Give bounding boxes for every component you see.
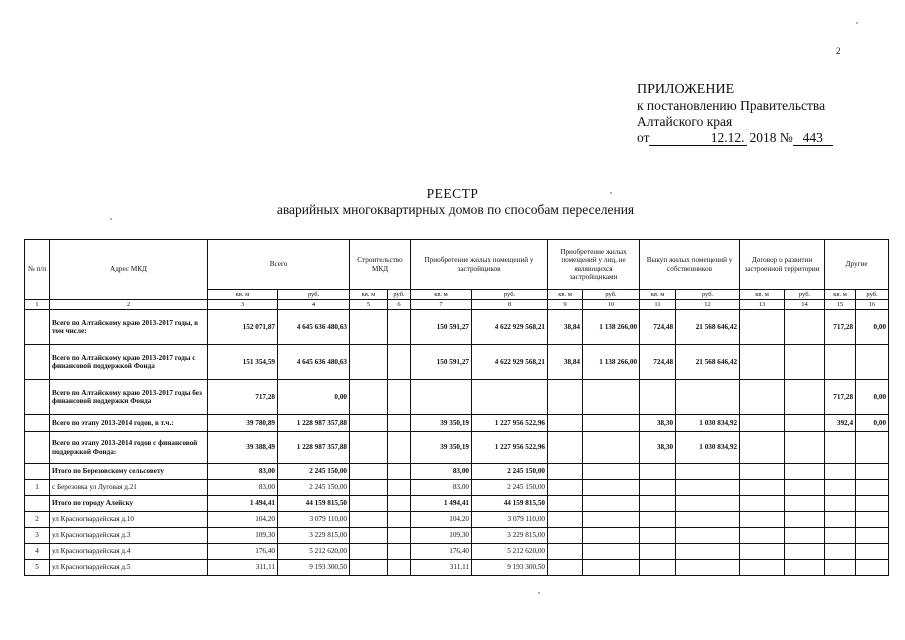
row-number-cell [25, 464, 50, 480]
value-cell [350, 544, 388, 560]
value-cell: 38,84 [548, 345, 583, 380]
value-cell [640, 380, 676, 415]
address-cell: Всего по этапу 2013-2014 годов с финансовой поддержкой Фонда: [50, 432, 208, 464]
value-cell: 21 568 646,42 [676, 310, 740, 345]
value-cell [740, 528, 785, 544]
value-cell [740, 310, 785, 345]
row-number-cell: 5 [25, 560, 50, 576]
value-cell: 311,11 [411, 560, 472, 576]
value-cell [583, 480, 640, 496]
value-cell [856, 512, 889, 528]
value-cell: 44 159 815,50 [472, 496, 548, 512]
value-cell [740, 512, 785, 528]
value-cell [548, 380, 583, 415]
registry-table [24, 239, 889, 576]
value-cell [388, 432, 411, 464]
column-number-cell: 15 [825, 300, 856, 310]
row-number-cell [25, 496, 50, 512]
address-cell: Всего по Алтайскому краю 2013-2017 годы без финансовой поддержки Фонда [50, 380, 208, 415]
column-number-cell: 4 [278, 300, 350, 310]
value-cell [640, 512, 676, 528]
value-cell: 0,00 [856, 380, 889, 415]
address-cell: ул Красногвардейская д.3 [50, 528, 208, 544]
value-cell [676, 464, 740, 480]
value-cell: 83,00 [411, 464, 472, 480]
appendix-date: 12.12. [649, 131, 747, 146]
appendix-line-1: к постановлению Правительства [637, 98, 826, 113]
value-cell [825, 496, 856, 512]
row-number-cell: 3 [25, 528, 50, 544]
value-cell [583, 432, 640, 464]
value-cell: 2 245 150,00 [472, 480, 548, 496]
units-cell: кв. м [825, 290, 856, 300]
value-cell [388, 496, 411, 512]
value-cell: 38,84 [548, 310, 583, 345]
header-other: Другие [825, 240, 889, 290]
column-number-cell: 14 [785, 300, 825, 310]
value-cell: 2 245 150,00 [472, 464, 548, 480]
value-cell [825, 544, 856, 560]
value-cell [740, 560, 785, 576]
value-cell [388, 345, 411, 380]
units-cell: руб. [676, 290, 740, 300]
value-cell [350, 480, 388, 496]
value-cell: 150 591,27 [411, 310, 472, 345]
units-cell: руб. [856, 290, 889, 300]
value-cell [350, 432, 388, 464]
units-cell: руб. [583, 290, 640, 300]
header-development-contract: Договор о развитии застроенной территории [740, 240, 825, 290]
value-cell [785, 345, 825, 380]
value-cell: 724,48 [640, 310, 676, 345]
header-address: Адрес МКД [50, 240, 208, 300]
value-cell [583, 496, 640, 512]
address-cell: с Березовка ул Луговая д.21 [50, 480, 208, 496]
value-cell: 44 159 815,50 [278, 496, 350, 512]
table-row [25, 528, 889, 544]
row-number-cell [25, 415, 50, 432]
value-cell [740, 380, 785, 415]
value-cell [350, 310, 388, 345]
value-cell [640, 480, 676, 496]
value-cell [583, 464, 640, 480]
value-cell [676, 512, 740, 528]
value-cell: 1 227 956 522,96 [472, 415, 548, 432]
value-cell [676, 560, 740, 576]
scan-speck [610, 192, 612, 194]
value-cell [856, 480, 889, 496]
value-cell: 4 645 636 480,63 [278, 345, 350, 380]
units-cell: руб. [278, 290, 350, 300]
value-cell [740, 464, 785, 480]
table-row [25, 432, 889, 464]
value-cell: 104,20 [208, 512, 278, 528]
value-cell [640, 496, 676, 512]
table-row [25, 380, 889, 415]
value-cell: 717,28 [825, 380, 856, 415]
value-cell: 152 071,87 [208, 310, 278, 345]
value-cell: 3 229 815,00 [472, 528, 548, 544]
value-cell [740, 496, 785, 512]
row-number-cell [25, 345, 50, 380]
value-cell [785, 480, 825, 496]
scan-speck [538, 592, 540, 594]
appendix-date-line [637, 130, 833, 146]
value-cell: 3 079 110,00 [278, 512, 350, 528]
value-cell [411, 380, 472, 415]
value-cell: 1 227 956 522,96 [472, 432, 548, 464]
row-number-cell: 2 [25, 512, 50, 528]
value-cell: 4 622 929 568,21 [472, 310, 548, 345]
value-cell [388, 415, 411, 432]
value-cell [350, 512, 388, 528]
address-cell: Всего по Алтайскому краю 2013-2017 годы, в том числе: [50, 310, 208, 345]
header-row [25, 240, 889, 290]
address-cell: ул Красногвардейская д.4 [50, 544, 208, 560]
header-total: Всего [208, 240, 350, 290]
value-cell: 151 354,59 [208, 345, 278, 380]
column-number-cell: 7 [411, 300, 472, 310]
value-cell [856, 560, 889, 576]
units-cell: кв. м [548, 290, 583, 300]
value-cell: 0,00 [856, 415, 889, 432]
value-cell: 176,40 [411, 544, 472, 560]
value-cell: 1 030 834,92 [676, 432, 740, 464]
value-cell [825, 432, 856, 464]
value-cell: 38,30 [640, 432, 676, 464]
table-row [25, 496, 889, 512]
units-cell: руб. [785, 290, 825, 300]
value-cell [548, 528, 583, 544]
value-cell [640, 544, 676, 560]
value-cell [388, 560, 411, 576]
row-number-cell: 4 [25, 544, 50, 560]
header-purchase-developers: Приобретение жилых помещений у застройщиков [411, 240, 548, 290]
column-number-cell: 11 [640, 300, 676, 310]
value-cell: 1 494,41 [208, 496, 278, 512]
value-cell [388, 380, 411, 415]
table-row [25, 415, 889, 432]
value-cell: 83,00 [208, 480, 278, 496]
value-cell [825, 512, 856, 528]
value-cell [388, 480, 411, 496]
header-purchase-non-developers: Приобретение жилых помещений у лиц, не являющихся застройщиками [548, 240, 640, 290]
scan-speck [856, 22, 858, 24]
value-cell: 83,00 [208, 464, 278, 480]
value-cell [785, 432, 825, 464]
value-cell [388, 528, 411, 544]
value-cell: 2 245 150,00 [278, 480, 350, 496]
value-cell [785, 380, 825, 415]
value-cell: 39 350,19 [411, 415, 472, 432]
appendix-number: 443 [793, 131, 833, 146]
document-heading [0, 186, 905, 218]
value-cell [785, 528, 825, 544]
value-cell [350, 560, 388, 576]
value-cell: 109,30 [411, 528, 472, 544]
units-cell: кв. м [740, 290, 785, 300]
value-cell [548, 512, 583, 528]
value-cell: 0,00 [278, 380, 350, 415]
value-cell [856, 464, 889, 480]
value-cell: 4 645 636 480,63 [278, 310, 350, 345]
value-cell [350, 464, 388, 480]
table-row [25, 480, 889, 496]
value-cell: 150 591,27 [411, 345, 472, 380]
header-construction: Строительство МКД [350, 240, 411, 290]
value-cell: 38,30 [640, 415, 676, 432]
value-cell [825, 560, 856, 576]
units-cell: кв. м [640, 290, 676, 300]
value-cell [583, 380, 640, 415]
appendix-line-2: Алтайского края [637, 114, 733, 129]
value-cell [856, 432, 889, 464]
value-cell [785, 560, 825, 576]
value-cell: 1 030 834,92 [676, 415, 740, 432]
scan-speck [110, 218, 112, 220]
units-cell: руб. [472, 290, 548, 300]
value-cell: 717,28 [208, 380, 278, 415]
row-number-cell: 1 [25, 480, 50, 496]
value-cell [350, 415, 388, 432]
value-cell [856, 528, 889, 544]
value-cell: 1 138 266,00 [583, 310, 640, 345]
value-cell [388, 310, 411, 345]
value-cell [785, 512, 825, 528]
value-cell [856, 544, 889, 560]
document-subtitle: аварийных многоквартирных домов по способам переселения [276, 202, 635, 217]
value-cell [825, 480, 856, 496]
value-cell [350, 380, 388, 415]
address-cell: Всего по этапу 2013-2014 годов, в т.ч.: [50, 415, 208, 432]
address-cell: Итого по Березовскому сельсовету [50, 464, 208, 480]
value-cell [472, 380, 548, 415]
table-body [25, 310, 889, 576]
value-cell [640, 560, 676, 576]
value-cell [676, 480, 740, 496]
value-cell [583, 544, 640, 560]
table-row [25, 512, 889, 528]
value-cell [350, 528, 388, 544]
value-cell [740, 480, 785, 496]
appendix-from-label: от [637, 130, 650, 145]
value-cell: 5 212 620,00 [278, 544, 350, 560]
value-cell: 724,48 [640, 345, 676, 380]
value-cell [825, 464, 856, 480]
value-cell [740, 345, 785, 380]
column-number-cell: 8 [472, 300, 548, 310]
value-cell: 2 245 150,00 [278, 464, 350, 480]
value-cell [583, 512, 640, 528]
value-cell [856, 345, 889, 380]
value-cell [583, 415, 640, 432]
units-cell: руб. [388, 290, 411, 300]
value-cell: 176,40 [208, 544, 278, 560]
appendix-year: 2018 № [749, 130, 793, 145]
value-cell: 717,28 [825, 310, 856, 345]
value-cell [548, 415, 583, 432]
value-cell: 1 228 987 357,88 [278, 432, 350, 464]
table-row [25, 345, 889, 380]
value-cell [548, 464, 583, 480]
value-cell [785, 496, 825, 512]
table-row [25, 544, 889, 560]
column-number-cell: 1 [25, 300, 50, 310]
value-cell: 109,30 [208, 528, 278, 544]
value-cell: 4 622 929 568,21 [472, 345, 548, 380]
value-cell [583, 528, 640, 544]
row-number-cell [25, 432, 50, 464]
value-cell [825, 528, 856, 544]
address-cell: ул Красногвардейская д.10 [50, 512, 208, 528]
page-number: 2 [836, 46, 841, 56]
value-cell: 3 079 110,00 [472, 512, 548, 528]
value-cell: 39 350,19 [411, 432, 472, 464]
value-cell [740, 544, 785, 560]
value-cell: 392,4 [825, 415, 856, 432]
value-cell: 9 193 300,50 [472, 560, 548, 576]
value-cell [548, 560, 583, 576]
column-number-cell: 12 [676, 300, 740, 310]
value-cell [548, 544, 583, 560]
value-cell [785, 544, 825, 560]
appendix-title: ПРИЛОЖЕНИЕ [637, 82, 735, 97]
value-cell [583, 560, 640, 576]
value-cell: 9 193 300,50 [278, 560, 350, 576]
column-number-cell: 16 [856, 300, 889, 310]
value-cell: 39 388,49 [208, 432, 278, 464]
value-cell [388, 544, 411, 560]
row-number-cell [25, 310, 50, 345]
value-cell [640, 528, 676, 544]
value-cell: 3 229 815,00 [278, 528, 350, 544]
header-no: № п/п [25, 240, 50, 300]
value-cell: 1 228 987 357,88 [278, 415, 350, 432]
value-cell [676, 528, 740, 544]
value-cell: 1 494,41 [411, 496, 472, 512]
value-cell [388, 512, 411, 528]
value-cell [785, 464, 825, 480]
column-number-cell: 9 [548, 300, 583, 310]
value-cell [548, 480, 583, 496]
value-cell: 0,00 [856, 310, 889, 345]
column-number-cell: 5 [350, 300, 388, 310]
column-number-cell: 10 [583, 300, 640, 310]
table-row [25, 560, 889, 576]
value-cell [785, 415, 825, 432]
value-cell [350, 345, 388, 380]
value-cell [740, 432, 785, 464]
address-cell: Всего по Алтайскому краю 2013-2017 годы с финансовой поддержкой Фонда [50, 345, 208, 380]
address-cell: ул Красногвардейская д.5 [50, 560, 208, 576]
units-cell: кв. м [411, 290, 472, 300]
column-number-cell: 2 [50, 300, 208, 310]
table-row [25, 310, 889, 345]
units-cell: кв. м [350, 290, 388, 300]
value-cell [676, 380, 740, 415]
header-buyout: Выкуп жилых помещений у собственников [640, 240, 740, 290]
value-cell [856, 496, 889, 512]
value-cell: 1 138 266,00 [583, 345, 640, 380]
value-cell [676, 496, 740, 512]
value-cell [548, 496, 583, 512]
value-cell: 21 568 646,42 [676, 345, 740, 380]
units-cell: кв. м [208, 290, 278, 300]
address-cell: Итого по городу Алейску [50, 496, 208, 512]
value-cell [640, 464, 676, 480]
value-cell: 83,00 [411, 480, 472, 496]
table-row [25, 464, 889, 480]
value-cell: 311,11 [208, 560, 278, 576]
column-numbers-row [25, 300, 889, 310]
column-number-cell: 3 [208, 300, 278, 310]
value-cell [740, 415, 785, 432]
value-cell [676, 544, 740, 560]
column-number-cell: 13 [740, 300, 785, 310]
document-title: РЕЕСТР [426, 186, 479, 201]
row-number-cell [25, 380, 50, 415]
value-cell [825, 345, 856, 380]
value-cell: 104,20 [411, 512, 472, 528]
value-cell: 5 212 620,00 [472, 544, 548, 560]
value-cell [350, 496, 388, 512]
value-cell [548, 432, 583, 464]
value-cell [388, 464, 411, 480]
value-cell [785, 310, 825, 345]
column-number-cell: 6 [388, 300, 411, 310]
value-cell: 39 780,89 [208, 415, 278, 432]
appendix-block [637, 82, 833, 146]
